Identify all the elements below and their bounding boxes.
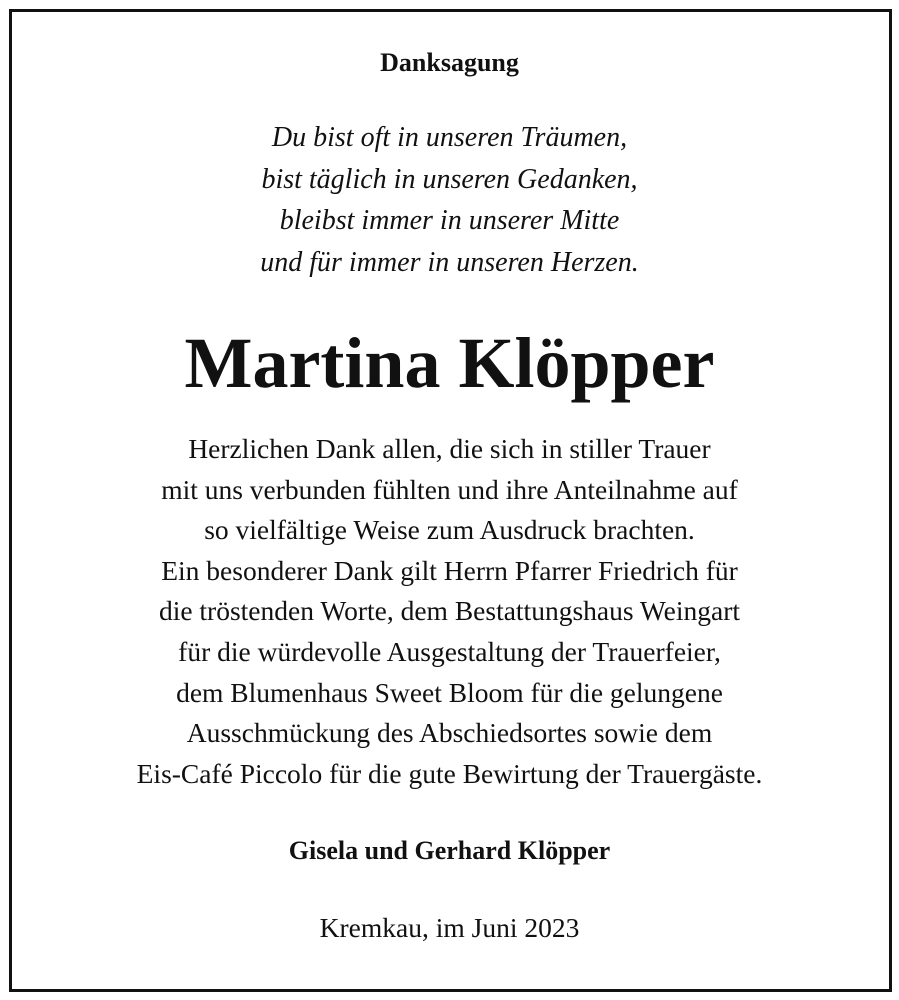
thank-you-text — [0, 429, 899, 794]
body-line: Ein besonderer Dank gilt Herrn Pfarrer Friedrich für — [161, 554, 738, 586]
verse-line: bist täglich in unseren Gedanken, — [261, 163, 638, 195]
deceased-name: Martina Klöpper — [184, 323, 715, 403]
signers: Gisela und Gerhard Klöpper — [288, 836, 611, 865]
place-date: Kremkau, im Juni 2023 — [319, 912, 580, 943]
body-line: dem Blumenhaus Sweet Bloom für die gelungene — [176, 676, 723, 708]
body-line: so vielfältige Weise zum Ausdruck brachten. — [204, 514, 695, 546]
body-line: für die würdevolle Ausgestaltung der Trauerfeier, — [178, 635, 721, 667]
body-line: Herzlichen Dank allen, die sich in stiller Trauer — [188, 433, 711, 464]
notice-heading: Danksagung — [380, 48, 519, 77]
body-line: mit uns verbunden fühlten und ihre Anteilnahme auf — [161, 473, 738, 505]
verse-line: bleibst immer in unserer Mitte — [279, 205, 620, 236]
memorial-verse — [0, 117, 899, 283]
body-line: die tröstenden Worte, dem Bestattungshaus Weingart — [158, 595, 741, 627]
verse-line: und für immer in unseren Herzen. — [260, 246, 639, 278]
verse-line: Du bist oft in unseren Träumen, — [271, 122, 628, 153]
body-line: Eis-Café Piccolo für die gute Bewirtung der Trauergäste. — [136, 757, 763, 789]
body-line: Ausschmückung des Abschiedsortes sowie dem — [186, 717, 713, 749]
